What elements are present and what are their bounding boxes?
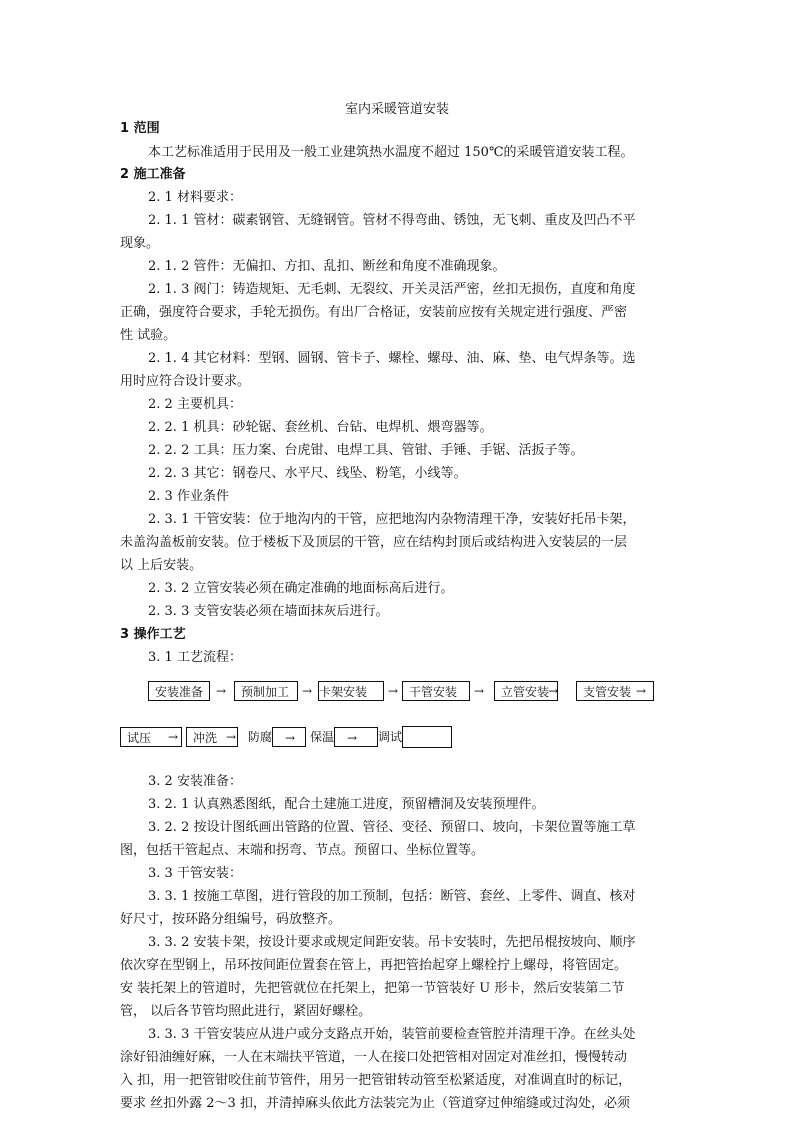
arrow-icon: → — [388, 684, 399, 698]
flow-step-9: 防腐 — [248, 730, 273, 744]
flow-step-6: 支管安装 — [576, 681, 654, 701]
arrow-icon: → — [548, 684, 559, 698]
paragraph-line: 性 试验。 — [120, 328, 177, 343]
arrow-icon: → — [226, 730, 237, 744]
arrow-icon: → — [636, 684, 647, 698]
paragraph-line: 2. 1. 1 管材：碳素钢管、无缝钢管。管材不得弯曲、锈蚀，无飞刺、重皮及凹凸不平 — [148, 213, 636, 228]
paragraph-line: 3. 3. 3 干管安装应从进户或分支路点开始，装管前要检查管腔并清理干净。在丝头处 — [148, 1027, 636, 1042]
arrow-icon: → — [168, 730, 179, 744]
paragraph-line: 管， 以后各节管均照此进行，紧固好螺栓。 — [120, 1004, 372, 1019]
paragraph-line: 以 上后安装。 — [120, 558, 203, 573]
flow-step-8: 冲洗 — [186, 727, 238, 747]
paragraph-line: 2. 3. 1 干管安装：位于地沟内的干管，应把地沟内杂物清理干净，安装好托吊卡架， — [148, 512, 636, 527]
subsection-heading: 2. 1 材料要求： — [148, 190, 242, 205]
flow-empty-box — [402, 726, 452, 748]
paragraph-line: 2. 2. 1 机具：砂轮锯、套丝机、台钻、电焊机、煨弯器等。 — [148, 420, 493, 435]
flow-step-5: 立管安装 — [494, 681, 558, 701]
subsection-heading: 2. 2 主要机具： — [148, 397, 242, 412]
subsection-heading: 3. 2 安装准备： — [148, 774, 242, 789]
paragraph-line: 涂好铅油缠好麻，一人在末端扶平管道，一人在接口处把管相对固定对准丝扣，慢慢转动 — [120, 1050, 628, 1065]
paragraph-line: 3. 3. 2 安装卡架，按设计要求或规定间距安装。吊卡安装时，先把吊棍按坡向、顺序 — [148, 935, 636, 950]
section-heading-2: 2 施工准备 — [120, 167, 186, 182]
paragraph-line: 本工艺标准适用于民用及一般工业建筑热水温度不超过 150℃的采暖管道安装工程。 — [148, 145, 634, 160]
paragraph-line: 3. 2. 2 按设计图纸画出管路的位置、管径、变径、预留口、坡向，卡架位置等施工草 — [148, 820, 636, 835]
paragraph-line: 2. 1. 2 管件：无偏扣、方扣、乱扣、断丝和角度不准确现象。 — [148, 259, 506, 274]
paragraph-line: 3. 2. 1 认真熟悉图纸，配合土建施工进度，预留槽洞及安装预埋件。 — [148, 797, 545, 812]
paragraph-line: 用时应符合设计要求。 — [120, 374, 251, 389]
paragraph-line: 3. 3. 1 按施工草图，进行管段的加工预制，包括：断管、套丝、上零件、调直、核对 — [148, 889, 636, 904]
flow-step-1: 安装准备 — [148, 681, 210, 701]
flow-step-7: 试压 — [120, 727, 182, 747]
paragraph-line: 安 装托架上的管道时，先把管就位在托架上，把第一节管装好 U 形卡，然后安装第二节 — [120, 981, 625, 996]
paragraph-line: 现象。 — [120, 236, 160, 251]
subsection-heading: 3. 3 干管安装： — [148, 866, 242, 881]
flow-step-10: 保温 — [310, 730, 335, 744]
paragraph-line: 正确，强度符合要求，手轮无损伤。有出厂合格证，安装前应按有关规定进行强度、严密 — [120, 305, 628, 320]
paragraph-line: 2. 2. 3 其它：钢卷尺、水平尺、线坠、粉笔，小线等。 — [148, 466, 467, 481]
flow-step-3: 卡架安装 — [318, 681, 384, 701]
paragraph-line: 2. 3. 2 立管安装必须在确定准确的地面标高后进行。 — [148, 581, 454, 596]
paragraph-line: 好尺寸，按环路分组编号，码放整齐。 — [120, 912, 342, 927]
arrow-icon: → — [474, 684, 485, 698]
paragraph-line: 2. 1. 4 其它材料：型钢、圆钢、管卡子、螺栓、螺母、油、麻、垫、电气焊条等。选 — [148, 351, 636, 366]
paragraph-line: 2. 2. 2 工具：压力案、台虎钳、电焊工具、管钳、手锤、手锯、活扳子等。 — [148, 443, 584, 458]
paragraph-line: 2. 1. 3 阀门：铸造规矩、无毛刺、无裂纹、开关灵活严密，丝扣无损伤，直度和角度 — [148, 282, 636, 297]
paragraph-line: 入 扣，用一把管钳咬住前节管件，用另一把管钳转动管至松紧适度，对准调直时的标记， — [120, 1073, 632, 1088]
section-heading-3: 3 操作工艺 — [120, 627, 186, 642]
subsection-heading: 3. 1 工艺流程： — [148, 650, 242, 665]
flow-step-9-box: → — [272, 727, 306, 747]
paragraph-line: 未盖沟盖板前安装。位于楼板下及顶层的干管，应在结构封顶后或结构进入安装层的一层 — [120, 535, 628, 550]
arrow-icon: → — [302, 684, 313, 698]
flow-step-2: 预制加工 — [234, 681, 298, 701]
paragraph-line: 2. 3. 3 支管安装必须在墙面抹灰后进行。 — [148, 604, 389, 619]
flow-step-10-box: → — [334, 727, 378, 747]
paragraph-line: 要求 丝扣外露 2～3 扣，并清掉麻头依此方法装完为止（管道穿过伸缩缝或过沟处，必须 — [120, 1096, 630, 1111]
document-title: 室内采暖管道安装 — [344, 102, 449, 117]
paragraph-line: 依次穿在型钢上，吊环按间距位置套在管上，再把管抬起穿上螺栓拧上螺母，将管固定。 — [120, 958, 628, 973]
subsection-heading: 2. 3 作业条件 — [148, 489, 229, 504]
paragraph-line: 图，包括干管起点、末端和拐弯、节点。预留口、坐标位置等。 — [120, 843, 485, 858]
flow-step-11: 调试 — [378, 730, 403, 744]
section-heading-1: 1 范围 — [120, 121, 160, 136]
flow-step-4: 干管安装 — [402, 681, 470, 701]
arrow-icon: → — [216, 684, 227, 698]
